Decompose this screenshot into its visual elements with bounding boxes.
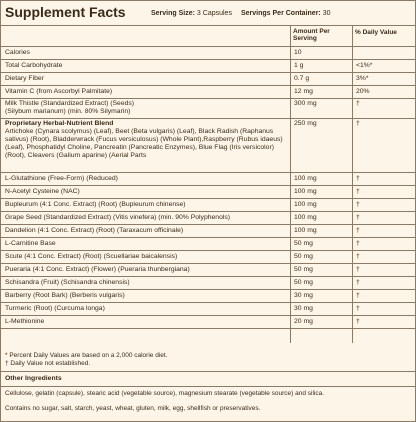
nutrient-amount: 10 bbox=[294, 49, 302, 56]
nutrient-amount: 100 mg bbox=[294, 227, 317, 234]
nutrient-text: L-Carnitine Base bbox=[5, 240, 56, 247]
nutrient-text: Dietary Fiber bbox=[5, 75, 44, 82]
nutrient-dv: † bbox=[356, 253, 360, 260]
nutrient-name bbox=[5, 305, 289, 313]
nutrient-name bbox=[5, 88, 289, 96]
nutrient-name bbox=[5, 240, 289, 248]
nutrient-amount: 1 g bbox=[294, 62, 304, 69]
nutrient-dv: † bbox=[356, 120, 360, 127]
nutrient-text: Barberry (Root Bark) (Berberis vulgaris) bbox=[5, 292, 125, 299]
nutrient-name bbox=[5, 62, 289, 70]
nutrient-text: Dandelion (4:1 Conc. Extract) (Root) (Taraxacum officinale) bbox=[5, 227, 184, 234]
nutrient-amount: 50 mg bbox=[294, 266, 313, 273]
nutrient-amount: 50 mg bbox=[294, 253, 313, 260]
nutrient-text: Grape Seed (Standardized Extract) (Vitis vinefera) (min. 90% Polyphenols) bbox=[5, 214, 231, 221]
nutrient-amount: 100 mg bbox=[294, 188, 317, 195]
nutrient-name bbox=[5, 201, 289, 209]
nutrient-amount: 250 mg bbox=[294, 120, 317, 127]
nutrient-dv: † bbox=[356, 266, 360, 273]
nutrient-name bbox=[5, 188, 289, 196]
nutrient-name bbox=[5, 279, 289, 287]
nutrient-dv: <1%* bbox=[356, 62, 373, 69]
nutrient-dv: † bbox=[356, 188, 360, 195]
nutrient-amount: 100 mg bbox=[294, 214, 317, 221]
other-ingredients-text: Cellulose, gelatin (capsule), stearic acid (vegetable source), magnesium stearate (vegetable source) and silica. bbox=[5, 390, 325, 397]
nutrient-text: Total Carbohydrate bbox=[5, 62, 63, 69]
nutrient-text: Schisandra (Fruit) (Schisandra chinensis) bbox=[5, 279, 130, 286]
nutrient-amount: 30 mg bbox=[294, 292, 313, 299]
nutrient-amount: 12 mg bbox=[294, 88, 313, 95]
nutrient-name bbox=[5, 253, 289, 261]
nutrient-name bbox=[5, 120, 289, 160]
servings-per-container bbox=[241, 10, 331, 17]
nutrient-text: Bupleurum (4:1 Conc. Extract) (Root) (Bupleurum chinense) bbox=[5, 201, 186, 208]
serving-size bbox=[151, 10, 232, 17]
nutrient-dv: † bbox=[356, 201, 360, 208]
nutrient-name bbox=[5, 49, 289, 57]
nutrient-dv: † bbox=[356, 227, 360, 234]
nutrient-dv: † bbox=[356, 279, 360, 286]
nutrient-dv: † bbox=[356, 318, 360, 325]
serving-size-label: Serving Size: bbox=[151, 10, 195, 17]
nutrient-dv: † bbox=[356, 214, 360, 221]
nutrient-amount: 300 mg bbox=[294, 100, 317, 107]
nutrient-dv: † bbox=[356, 240, 360, 247]
nutrient-amount: 50 mg bbox=[294, 279, 313, 286]
nutrient-name bbox=[5, 100, 289, 116]
nutrient-amount: 30 mg bbox=[294, 305, 313, 312]
nutrient-text: N-Acetyl Cysteine (NAC) bbox=[5, 188, 80, 195]
nutrient-name bbox=[5, 175, 289, 183]
footnote-dv: * Percent Daily Values are based on a 2,000 calorie diet. bbox=[5, 352, 168, 359]
nutrient-amount: 100 mg bbox=[294, 175, 317, 182]
nutrient-amount: 50 mg bbox=[294, 240, 313, 247]
contains-statement: Contains no sugar, salt, starch, yeast, wheat, gluten, milk, egg, shellfish or preservatives. bbox=[5, 405, 261, 412]
nutrient-text: Turmeric (Root) (Curcuma longa) bbox=[5, 305, 105, 312]
nutrient-text: Artichoke (Cynara scolymus) (Leaf), Beet (Beta vulgaris) (Leaf), Black Radish (Raphanus sativus) (Root), Bladderwrack (Fucus versiculosus) (Whole Plant),Raspberry (Rubus idaeus) (Leaf), Phosphatidyl Choline, Pancreatin (Pancreatic Enzymes), Blue Flag (Iris versicolor) (Root), Cleavers (Galium aparine) (Aerial Parts bbox=[5, 128, 283, 159]
nutrient-amount: 20 mg bbox=[294, 318, 313, 325]
nutrient-name bbox=[5, 227, 289, 235]
nutrient-dv: 3%* bbox=[356, 75, 369, 82]
nutrient-text: L-Methionine bbox=[5, 318, 45, 325]
nutrient-text: Milk Thistle (Standardized Extract) (Seeds) (Silybum marianum) (min. 80% Silymarin) bbox=[5, 100, 135, 115]
other-ingredients-title: Other Ingredients bbox=[5, 375, 62, 382]
nutrient-amount: 0.7 g bbox=[294, 75, 310, 82]
servings-value: 30 bbox=[322, 10, 331, 17]
nutrient-dv: † bbox=[356, 175, 360, 182]
nutrient-text: Calories bbox=[5, 49, 30, 56]
nutrient-dv: † bbox=[356, 292, 360, 299]
panel-header bbox=[1, 1, 415, 26]
dv-column-header: % Daily Value bbox=[355, 29, 397, 36]
column-divider bbox=[290, 26, 291, 343]
nutrient-text: L-Glutathione (Free-Form) (Reduced) bbox=[5, 175, 118, 182]
servings-label: Servings Per Container: bbox=[241, 10, 321, 17]
nutrient-name bbox=[5, 318, 289, 326]
nutrient-dv: † bbox=[356, 305, 360, 312]
panel-title: Supplement Facts bbox=[5, 4, 126, 20]
divider bbox=[1, 371, 415, 372]
nutrient-name bbox=[5, 214, 289, 222]
blend-title: Proprietary Herbal-Nutrient Blend bbox=[5, 120, 114, 127]
nutrient-amount: 100 mg bbox=[294, 201, 317, 208]
nutrient-name bbox=[5, 292, 289, 300]
nutrient-text: Pueraria (4:1 Conc. Extract) (Flower) (Pueraria thunbergiana) bbox=[5, 266, 190, 273]
nutrient-text: Scute (4:1 Conc. Extract) (Root) (Scuellariae baicalensis) bbox=[5, 253, 178, 260]
footnote-dagger: † Daily Value not established. bbox=[5, 360, 91, 367]
amount-column-header: Amount Per Serving bbox=[293, 28, 330, 42]
serving-size-value: 3 Capsules bbox=[196, 10, 232, 17]
column-divider bbox=[352, 26, 353, 343]
nutrient-name bbox=[5, 266, 289, 274]
nutrient-dv: 20% bbox=[356, 88, 370, 95]
divider bbox=[1, 386, 415, 387]
nutrient-name bbox=[5, 75, 289, 83]
footnotes bbox=[5, 352, 167, 368]
nutrient-text: Vitamin C (from Ascorbyl Palmitate) bbox=[5, 88, 113, 95]
nutrient-dv: † bbox=[356, 100, 360, 107]
